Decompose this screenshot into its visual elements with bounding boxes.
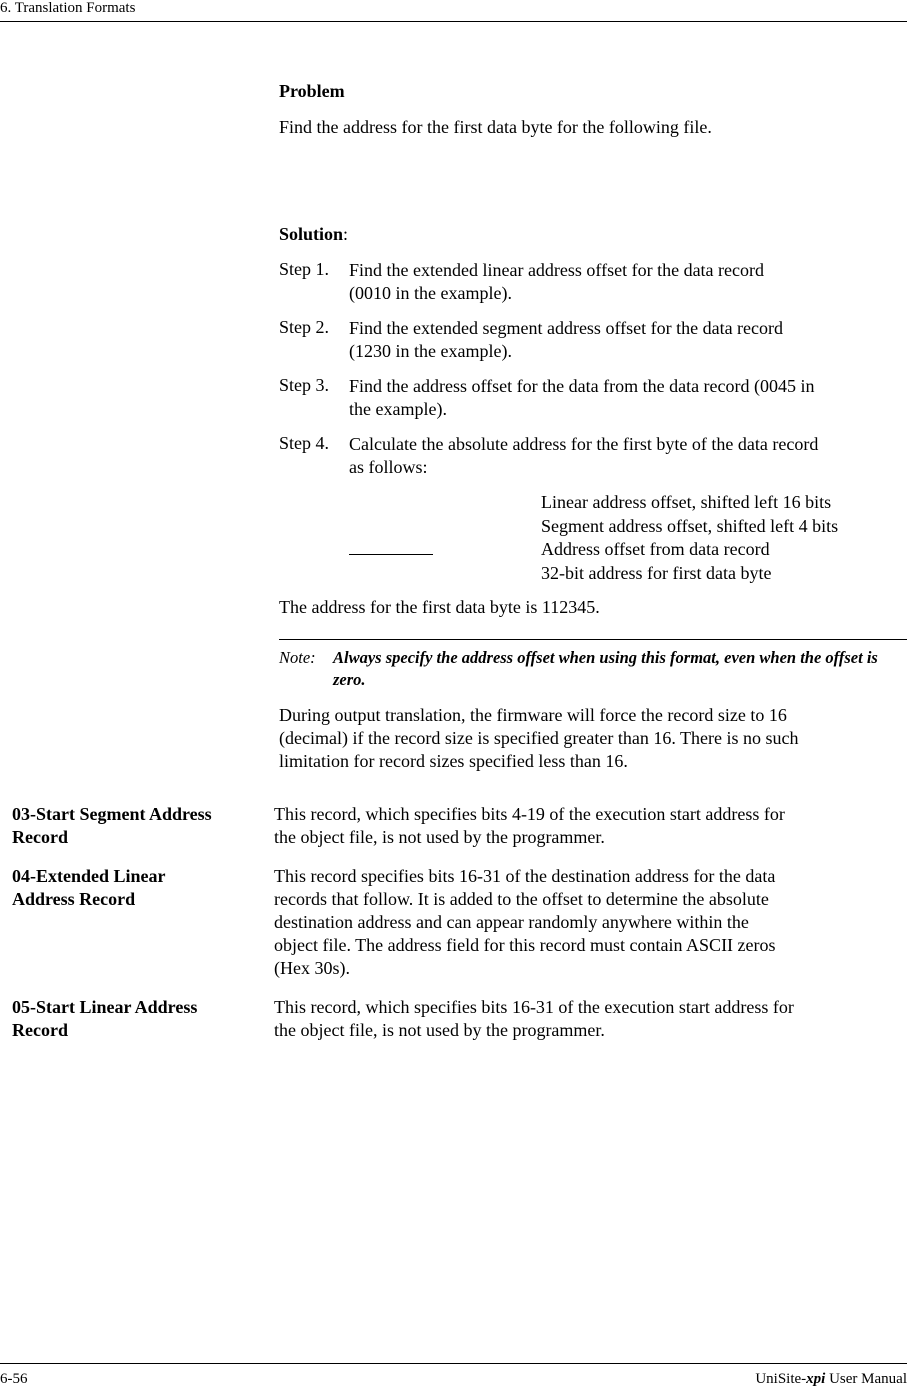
manual-title-italic: xpi: [806, 1371, 826, 1387]
record-04-def-line-2: records that follow. It is added to the offset to determine the absolute: [274, 889, 769, 909]
solution-heading-label: Solution: [279, 224, 344, 244]
result-text: The address for the first data byte is 112345.: [279, 597, 600, 617]
note-text: Always specify the address offset when using this format, even when the offset is zero.: [333, 648, 878, 689]
note-label: Note:: [279, 648, 316, 667]
step-4-line-1: Calculate the absolute address for the first byte of the data record: [349, 434, 819, 454]
record-03-def-line-1: This record, which specifies bits 4-19 of the execution start address for: [274, 804, 785, 824]
footer-rule: [0, 1363, 907, 1364]
page-number: 6-56: [0, 1371, 28, 1387]
record-04-term-line-1: 04-Extended Linear: [12, 866, 166, 886]
record-04-def-line-4: object file. The address field for this record must contain ASCII zeros: [274, 935, 776, 955]
header-rule: [0, 21, 907, 22]
solution-heading: [279, 224, 348, 245]
calc-sum-rule: [349, 554, 433, 555]
calc-line-segment: Segment address offset, shifted left 4 bits: [541, 516, 839, 536]
step-4-label: Step 4.: [279, 433, 330, 453]
record-03-term-line-1: 03-Start Segment Address: [12, 804, 212, 824]
manual-title: [755, 1371, 907, 1388]
record-04-def-line-1: This record specifies bits 16-31 of the destination address for the data: [274, 866, 776, 886]
step-2-label: Step 2.: [279, 317, 330, 337]
step-2-text: [349, 317, 783, 363]
step-2-line-2: (1230 in the example).: [349, 341, 512, 361]
record-05-definition: [274, 996, 894, 1042]
step-2-line-1: Find the extended segment address offset for the data record: [349, 318, 784, 338]
record-03-term: [12, 803, 262, 849]
record-04-def-line-5: (Hex 30s).: [274, 958, 350, 978]
step-4-text: [349, 433, 818, 479]
step-3-text: [349, 375, 815, 421]
problem-heading: Problem: [279, 81, 345, 101]
output-paragraph: [279, 704, 899, 773]
record-05-term-line-2: Record: [12, 1020, 68, 1040]
step-3-line-1: Find the address offset for the data from the data record (0045 in: [349, 376, 815, 396]
step-1-line-1: Find the extended linear address offset for the data record: [349, 260, 765, 280]
calc-line-result: 32-bit address for first data byte: [541, 563, 772, 583]
record-05-def-line-1: This record, which specifies bits 16-31 of the execution start address for: [274, 997, 794, 1017]
step-1-line-2: (0010 in the example).: [349, 283, 512, 303]
solution-heading-colon: :: [343, 224, 349, 244]
record-03-def-line-2: the object file, is not used by the programmer.: [274, 827, 605, 847]
record-03-term-line-2: Record: [12, 827, 68, 847]
calc-line-linear: Linear address offset, shifted left 16 bits: [541, 492, 832, 512]
problem-text: Find the address for the first data byte for the following file.: [279, 117, 712, 137]
output-line-1: During output translation, the firmware will force the record size to 16: [279, 705, 787, 725]
record-05-term-line-1: 05-Start Linear Address: [12, 997, 198, 1017]
note-rule: [279, 639, 907, 640]
step-3-line-2: the example).: [349, 399, 447, 419]
running-header: 6. Translation Formats: [0, 0, 136, 16]
record-04-term: [12, 865, 262, 911]
record-05-def-line-2: the object file, is not used by the programmer.: [274, 1020, 605, 1040]
record-05-term: [12, 996, 262, 1042]
step-1-text: [349, 259, 764, 305]
step-3-label: Step 3.: [279, 375, 330, 395]
record-04-term-line-2: Address Record: [12, 889, 136, 909]
manual-title-suffix: User Manual: [825, 1371, 907, 1387]
record-03-definition: [274, 803, 894, 849]
step-1-label: Step 1.: [279, 259, 330, 279]
output-line-2: (decimal) if the record size is specified greater than 16. There is no such: [279, 728, 799, 748]
manual-title-prefix: UniSite-: [755, 1371, 807, 1387]
record-04-definition: [274, 865, 894, 980]
step-4-line-2: as follows:: [349, 457, 428, 477]
calc-line-address: Address offset from data record: [541, 539, 770, 559]
record-04-def-line-3: destination address and can appear randomly anywhere within the: [274, 912, 749, 932]
output-line-3: limitation for record sizes specified less than 16.: [279, 751, 628, 771]
